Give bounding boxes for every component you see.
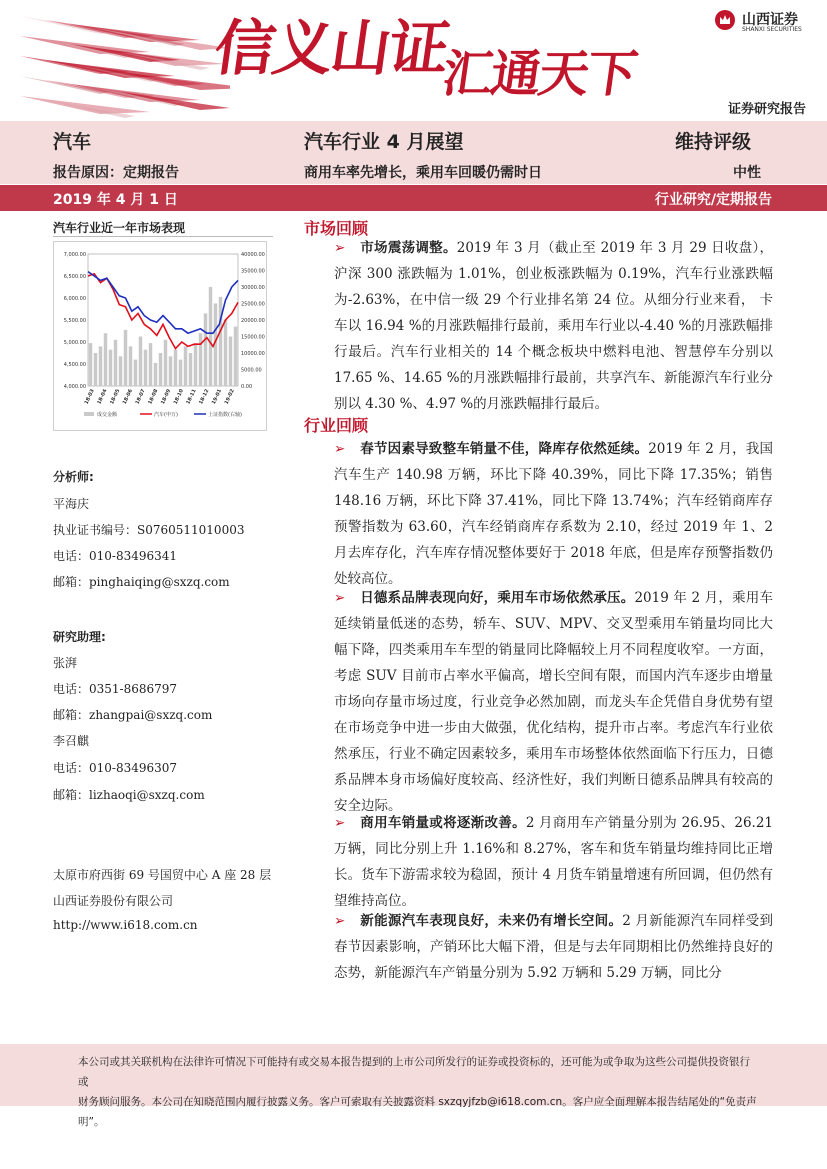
bullet-arrow-icon: ➢ (334, 913, 346, 929)
legend-swatch-volume (84, 412, 94, 416)
volume-bar (224, 320, 228, 386)
header-ray (70, 84, 200, 102)
volume-bar (124, 330, 128, 386)
volume-bar (99, 346, 103, 386)
analyst-name: 平海庆 (53, 497, 90, 511)
x-tick-label: 18-06 (121, 388, 134, 406)
x-tick-label: 18-11 (185, 388, 198, 406)
header-ray (20, 36, 150, 54)
slogan-part1: 信义山证 (210, 14, 452, 84)
paragraph-market-review: ➢ 市场震荡调整。2019 年 3 月（截止至 2019 年 3 月 29 日收盘），沪深 300 涨跌幅为 1.01%，创业板涨跌幅为 0.19%，汽车行业涨跌幅为-2.63%，在中信一级 29 个行业排名第 24 位。从细分行业来看， 卡车以 16.94 %的月涨跌幅排行最前，乘用车行业以-4.40 %的月涨跌幅排行最后。汽车行业相关的 14 个概念板块中燃料电池、智慧停车分别以 17.65 %、14.65 %的月涨跌幅排行最前，共享汽车、新能源汽车行业分别以 4.30 %、4.97 %的月涨跌幅排行最后。 (334, 235, 773, 417)
report-title: 汽车行业 4 月展望 (304, 131, 464, 153)
market-chart-svg (54, 242, 266, 430)
logo-mark-icon (714, 9, 736, 31)
header-ray (70, 24, 200, 42)
volume-bar (189, 353, 193, 386)
right-axis-tick-label: 10000.00 (241, 351, 265, 357)
volume-bar (199, 333, 203, 386)
volume-bar (134, 360, 138, 386)
report-date: 2019 年 4 月 1 日 (53, 192, 178, 208)
company-address: 太原市府西街 69 号国贸中心 A 座 28 层 (53, 868, 272, 882)
right-axis-tick-label: 40000.00 (241, 252, 265, 258)
volume-bar (94, 353, 98, 386)
assistant2-name: 李召麒 (53, 734, 90, 748)
volume-bar (209, 287, 213, 386)
logo-text-cn: 山西证券 (742, 12, 798, 28)
report-type-tag: 证券研究报告 (727, 102, 806, 117)
paragraph-new-energy: ➢ 新能源汽车表现良好，未来仍有增长空间。2 月新能源汽车同样受到春节因素影响，产销环比大幅下滑，但是与去年同期相比仍然维持良好的态势，新能源汽车产销量分别为 5.92 万辆和 5.29 万辆，同比分 (334, 908, 773, 986)
section-heading-market: 市场回顾 (304, 219, 369, 238)
right-axis-tick-label: 20000.00 (241, 318, 265, 324)
header-ray (120, 92, 230, 110)
company-logo (714, 9, 814, 35)
x-tick-label: 18-07 (134, 388, 147, 406)
analyst-heading: 分析师: (53, 470, 94, 484)
volume-bar (184, 346, 188, 386)
disclaimer-line-1: 本公司或其关联机构在法律许可情况下可能持有或交易本报告提到的上市公司所发行的证券或投资标的，还可能为或争取为这些公司提供投资银行或 (78, 1056, 750, 1088)
report-reason: 报告原因：定期报告 (53, 165, 179, 181)
volume-bar (129, 346, 133, 386)
legend-label-volume: 成交金额 (97, 412, 118, 418)
x-tick-label: 18-05 (109, 388, 122, 406)
rating-value: 中性 (733, 165, 761, 181)
paragraph-inventory: ➢ 春节因素导致整车销量不佳，降库存依然延续。2019 年 2 月，我国汽车生产 140.98 万辆，环比下降 40.39%，同比下降 17.35%；销售 148.16 万辆，环比下降 37.41%，同比下降 13.74%；汽车经销商库存预警指数为 63.60，汽车经销商库存系数为 2.10，经过 2019 年 1、2 月去库存化，汽车库存情况整体要好于 2018 年底，但是库存预警指数仍处较高位。 (334, 436, 773, 592)
company-website[interactable]: http://www.i618.com.cn (53, 918, 198, 932)
disclaimer-line-2: 财务顾问服务。本公司在知晓范围内履行披露义务。客户可索取有关披露资料 sxzqyjfzb@i618.com.cn。客户应全面理解本报告结尾处的“免责声明”。 (78, 1096, 757, 1128)
right-axis-tick-label: 15000.00 (241, 334, 265, 341)
left-axis-tick-label: 4,500.00 (63, 362, 86, 368)
assistant1-phone: 电话：0351-8686797 (53, 682, 178, 696)
left-axis-tick-label: 5,000.00 (63, 340, 86, 346)
x-tick-label: 18-10 (172, 388, 185, 406)
logo-text-en: SHANXI SECURITIES (742, 26, 802, 33)
bullet-arrow-icon: ➢ (334, 590, 346, 606)
right-axis-tick-label: 25000.00 (241, 301, 265, 308)
volume-bar (174, 350, 178, 386)
left-axis-tick-label: 4,000.00 (63, 384, 86, 390)
volume-bar (229, 337, 233, 387)
volume-bar (119, 356, 123, 386)
volume-bar (114, 340, 118, 386)
disclaimer-text (78, 1052, 758, 1132)
volume-bar (149, 343, 153, 386)
right-axis-tick-label: 35000.00 (241, 268, 265, 275)
assistant1-name: 张湃 (53, 656, 78, 670)
paragraph-passenger-cars: ➢ 日德系品牌表现向好，乘用车市场依然承压。2019 年 2 月，乘用车延续销量低迷的态势，轿车、SUV、MPV、交叉型乘用车销量均同比大幅下降，四类乘用车车型的销量同比降幅较上月不同程度收窄。一方面，考虑 SUV 目前市占率水平偏高，增长空间有限，而国内汽车逐步由增量市场向存量市场过度，行业竞争必然加剧，而龙头车企凭借自身优势有望在市场竞争中进一步由大做强，优化结构，提升市占率。考虑汽车行业依然承压，行业不确定因素较多，乘用车市场整体依然面临下行压力，日德系品牌本身市场偏好度较高、经济性好，我们判断日德系品牌具有较高的安全边际。 (334, 585, 773, 819)
section-heading-industry: 行业回顾 (304, 416, 369, 435)
x-tick-label: 19-02 (223, 388, 236, 406)
x-tick-label: 18-08 (147, 388, 160, 406)
assistant2-phone: 电话：010-83496307 (53, 761, 178, 775)
volume-bar (204, 313, 208, 386)
analyst-cert: 执业证书编号：S0760511010003 (53, 523, 245, 537)
bullet-arrow-icon: ➢ (334, 441, 346, 457)
volume-bar (89, 343, 93, 386)
right-axis-tick-label: 30000.00 (241, 285, 265, 291)
assistant-heading: 研究助理: (53, 630, 106, 644)
volume-bar (109, 350, 113, 386)
header-ray (20, 96, 150, 114)
chart-title-rule (53, 236, 273, 237)
volume-bar (179, 360, 183, 386)
report-category: 行业研究/定期报告 (654, 192, 772, 208)
left-axis-tick-label: 5,500.00 (63, 318, 86, 324)
right-axis-tick-label: 5000.00 (241, 367, 262, 374)
header-ray-graphic (0, 0, 230, 120)
right-axis-tick-label: 0.00 (241, 384, 253, 390)
header-ray (120, 32, 230, 50)
volume-bar (144, 350, 148, 386)
bullet-arrow-icon: ➢ (334, 240, 346, 256)
chart-title: 汽车行业近一年市场表现 (53, 221, 186, 235)
volume-bar (139, 337, 143, 387)
left-axis-tick-label: 6,500.00 (63, 274, 86, 280)
left-axis-tick-label: 7,000.00 (63, 252, 86, 258)
volume-bar (169, 356, 173, 386)
volume-bar (219, 297, 223, 386)
rating-label: 维持评级 (675, 131, 752, 153)
legend-label-series-2: 上证指数(右轴) (208, 412, 242, 418)
report-subtitle: 商用车率先增长，乘用车回暖仍需时日 (304, 165, 542, 181)
slogan-part2: 汇通天下 (438, 45, 640, 103)
assistant1-email: 邮箱：zhangpai@sxzq.com (53, 708, 213, 722)
sector-label: 汽车 (53, 131, 92, 153)
x-tick-label: 18-04 (96, 388, 109, 406)
volume-bar (159, 353, 163, 386)
x-tick-label: 18-03 (83, 388, 96, 406)
volume-bar (164, 340, 168, 386)
analyst-email: 邮箱：pinghaiqing@sxzq.com (53, 575, 230, 589)
x-tick-label: 18-12 (198, 388, 211, 406)
market-chart (53, 241, 267, 431)
header-ray (95, 48, 225, 66)
company-name: 山西证券股份有限公司 (53, 894, 174, 908)
paragraph-commercial-vehicles: ➢ 商用车销量或将逐渐改善。2 月商用车产销量分别为 26.95、26.21 万辆，同比分别上升 1.16%和 8.27%，客车和货车销量均维持同比正增长。货车下游需求较为稳固，预计 4 月货车销量增速有所回调，但仍然有望维持高位。 (334, 810, 773, 914)
volume-bar (234, 327, 238, 386)
x-tick-label: 18-09 (159, 388, 173, 406)
analyst-phone: 电话：010-83496341 (53, 549, 178, 563)
bullet-arrow-icon: ➢ (334, 815, 346, 831)
left-axis-tick-label: 6,000.00 (63, 296, 86, 302)
volume-bar (194, 343, 198, 386)
x-tick-label: 19-01 (210, 388, 224, 406)
header-ray (45, 60, 175, 78)
volume-bar (104, 333, 108, 386)
volume-bar (154, 363, 158, 386)
assistant2-email: 邮箱：lizhaoqi@sxzq.com (53, 788, 205, 802)
legend-label-series-1: 汽车(申万) (154, 412, 178, 418)
